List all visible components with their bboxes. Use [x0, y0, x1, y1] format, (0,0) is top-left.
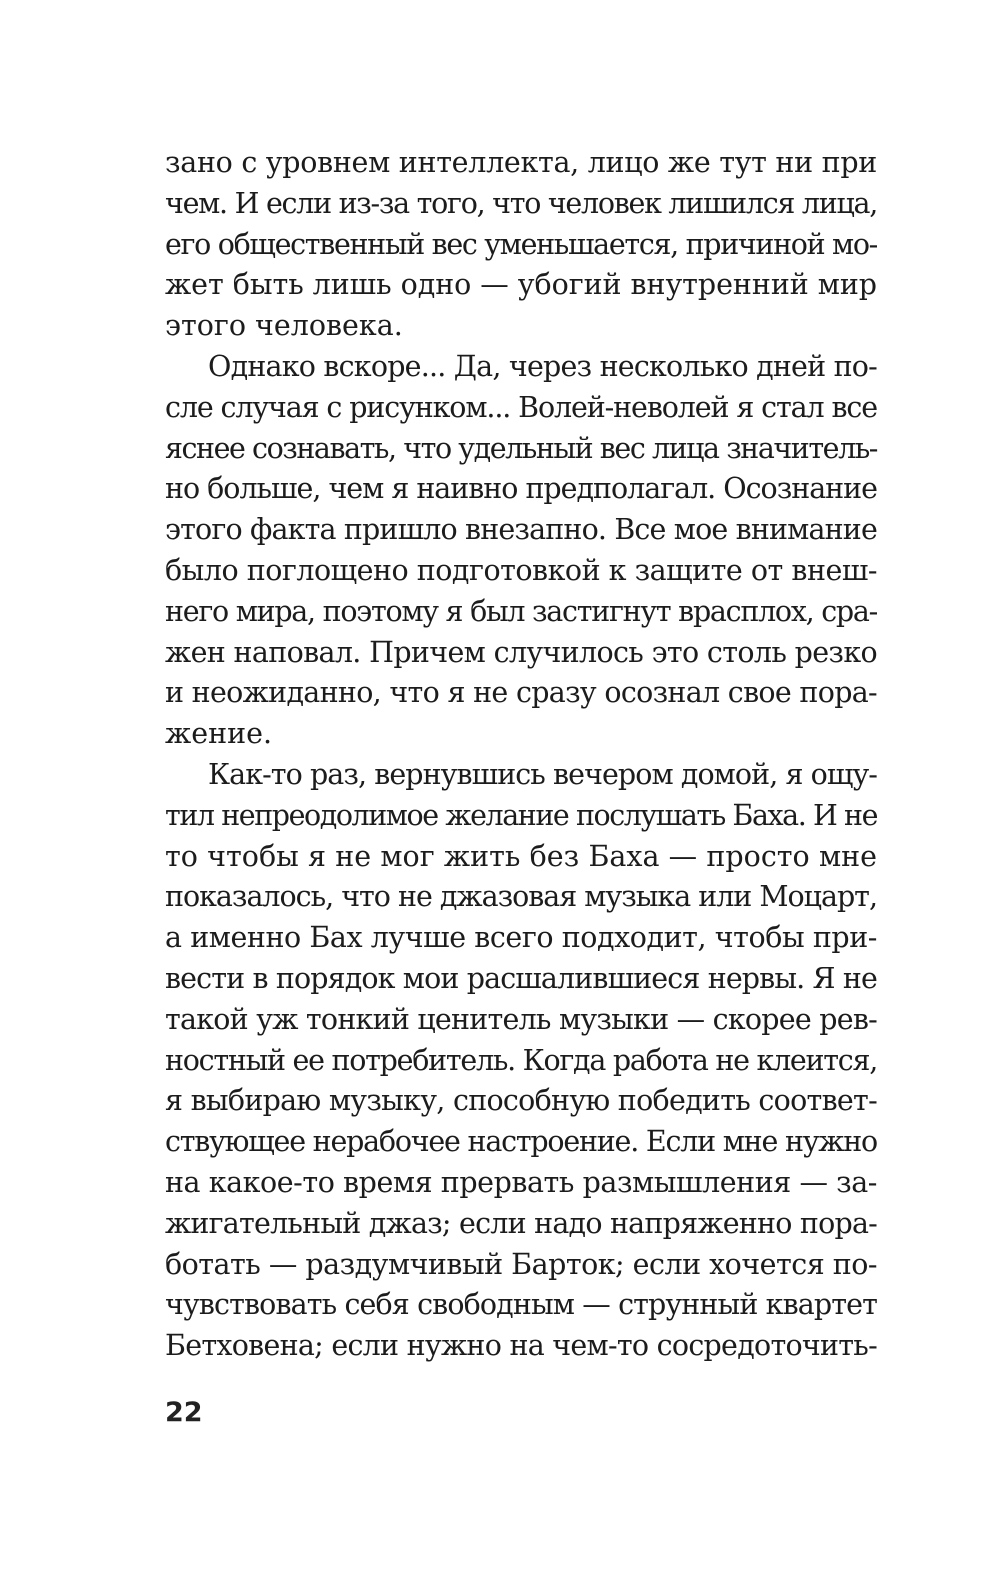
text-line: жение. [165, 717, 273, 751]
text-line: но больше, чем я наивно предполагал. Осознание [165, 472, 877, 506]
text-line: Бетховена; если нужно на чем-то сосредоточить- [165, 1329, 877, 1363]
text-line: Однако вскоре... Да, через несколько дней по- [208, 349, 877, 383]
text-line: чувствовать себя свободным — струнный квартет [165, 1288, 877, 1322]
text-line: его общественный вес уменьшается, причиной мо- [165, 227, 877, 261]
text-line: зано с уровнем интеллекта, лицо же тут ни при [165, 146, 877, 179]
text-line: я выбираю музыку, способную победить соответ- [165, 1084, 877, 1118]
text-line: жигательный джаз; если надо напряженно пора- [165, 1206, 878, 1240]
text-line: то чтобы я не мог жить без Баха — просто мне [165, 839, 877, 873]
text-line: и неожиданно, что я не сразу осознал свое пора- [165, 676, 877, 710]
text-line: было поглощено подготовкой к защите от внеш- [165, 553, 877, 587]
text-line: ностный ее потребитель. Когда работа не клеится, [165, 1043, 877, 1077]
text-line: такой уж тонкий ценитель музыки — скорее рев- [165, 1002, 877, 1036]
text-line: него мира, поэтому я был застигнут врасплох, сра- [165, 594, 877, 628]
body-text [165, 143, 877, 1367]
text-line: а именно Бах лучше всего подходит, чтобы при- [165, 921, 877, 955]
text-line: этого факта пришло внезапно. Все мое внимание [165, 513, 877, 547]
text-line: на какое-то время прервать размышления — за- [165, 1165, 877, 1199]
text-line: показалось, что не джазовая музыка или Моцарт, [165, 880, 877, 914]
text-line: тил непреодолимое желание послушать Баха. И не [165, 798, 877, 832]
text-line: жен наповал. Причем случилось это столь резко [165, 635, 877, 669]
text-line: сле случая с рисунком... Волей-неволей я стал все [165, 390, 877, 424]
text-line: жет быть лишь одно — убогий внутренний мир [165, 268, 877, 302]
text-line: яснее сознавать, что удельный вес лица значитель- [165, 431, 877, 465]
text-line: ствующее нерабочее настроение. Если мне нужно [165, 1125, 877, 1159]
text-line: этого человека. [165, 309, 403, 343]
text-line: ботать — раздумчивый Барток; если хочется по- [165, 1247, 877, 1281]
text-line: Как-то раз, вернувшись вечером домой, я ощу- [208, 757, 877, 791]
page-number: 22 [165, 1397, 203, 1428]
text-line: чем. И если из-за того, что человек лишился лица, [165, 186, 877, 220]
text-line: вести в порядок мои расшалившиеся нервы. Я не [165, 961, 877, 995]
